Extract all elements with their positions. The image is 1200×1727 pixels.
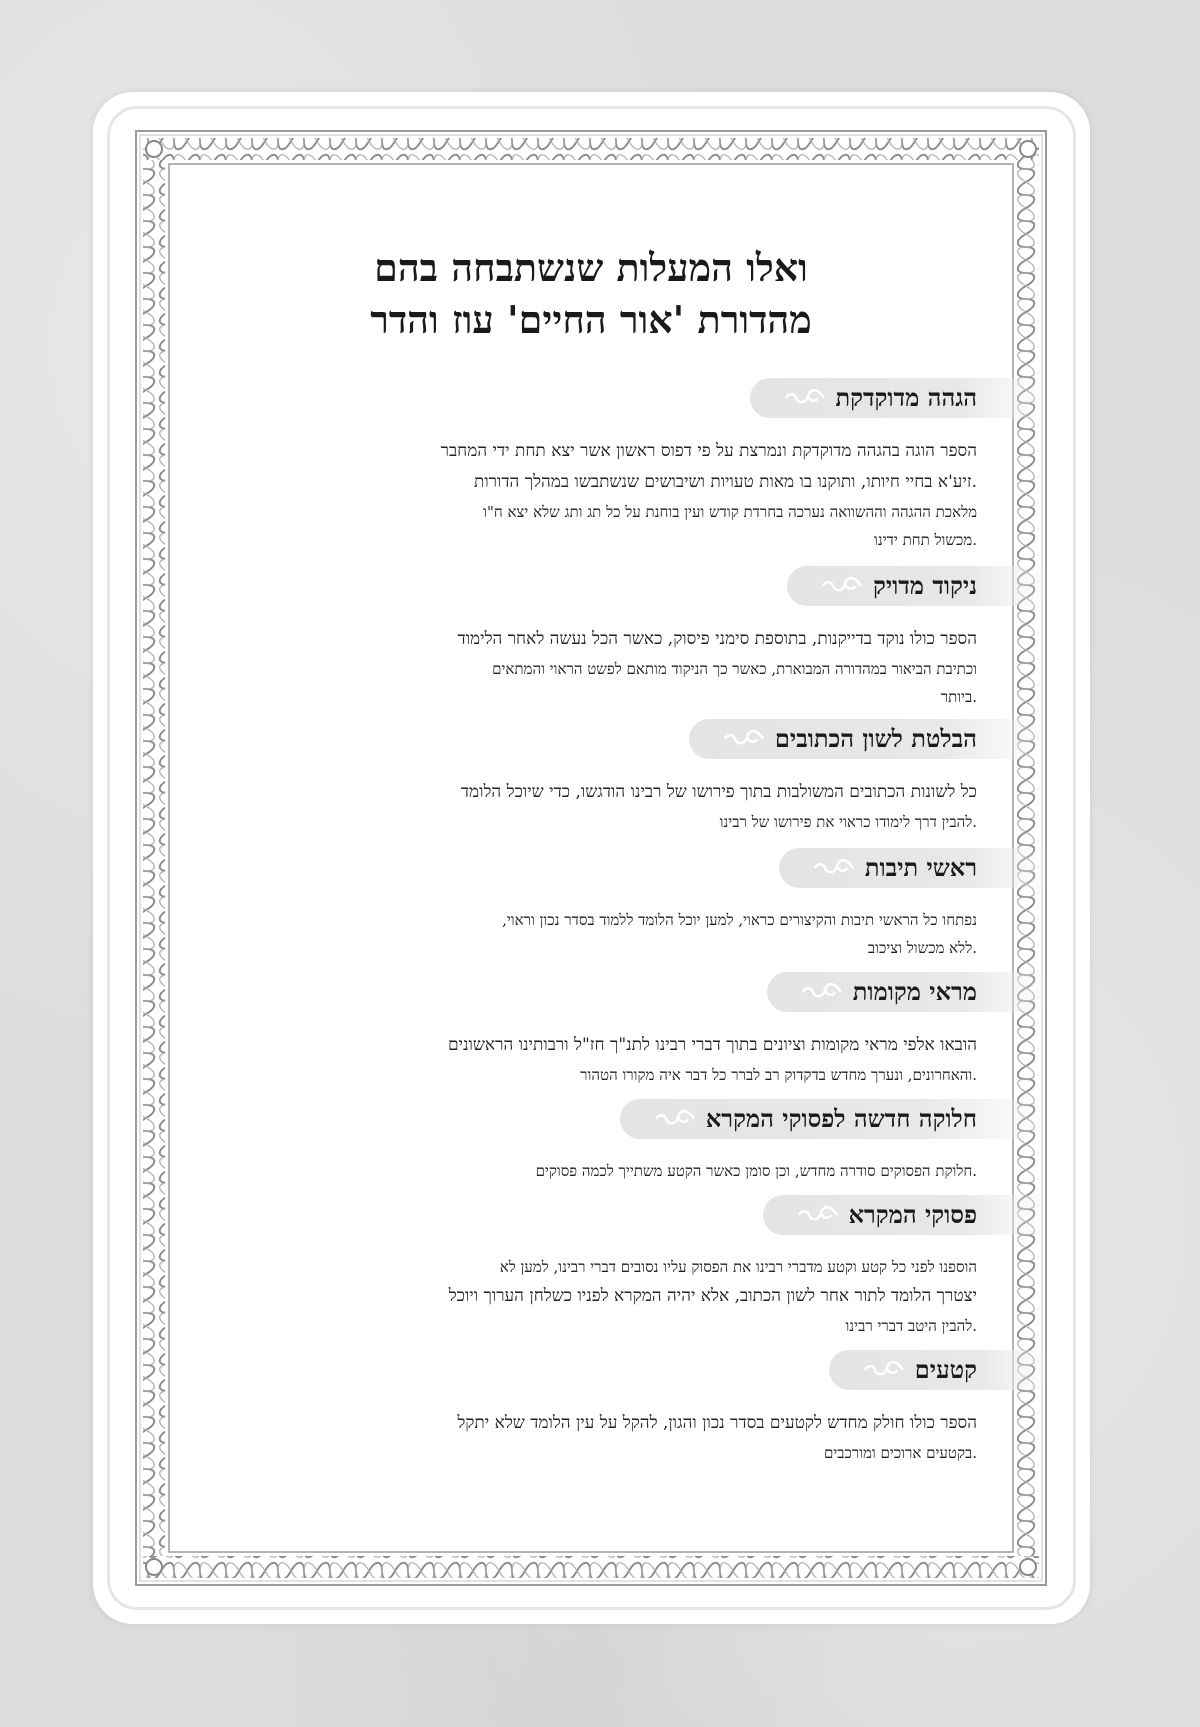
- ornament-icon: [797, 1203, 839, 1227]
- ornament-icon: [784, 386, 826, 410]
- section-verse-highlighting: [205, 719, 977, 836]
- section-text-line: וכתיבת הביאור במהדורה המבוארת, כאשר כך הניקוד מותאם לפשט הראוי והמתאים: [492, 660, 977, 678]
- section-text-line: הוספנו לפני כל קטע וקטע מדברי רבינו את הפסוק עליו נסובים דברי רבינו, למען לא: [499, 1258, 977, 1276]
- section-text-line: .ללא מכשול וציכוב: [867, 939, 977, 957]
- ornament-icon: [821, 574, 863, 598]
- section-heading: [779, 848, 1047, 888]
- section-text-line: .להבין דרך לימודו כראוי את פירושו של רבינו: [719, 813, 977, 831]
- section-heading: [689, 719, 1047, 759]
- section-text-line: נפתחו כל הראשי תיבות והקיצורים כראוי, למען יוכל הלומד ללמוד בסדר נכון וראוי,: [502, 911, 977, 929]
- section-body: [205, 1157, 977, 1185]
- section-body: [205, 906, 977, 962]
- page-card: [93, 92, 1090, 1624]
- section-heading-label: חלוקה חדשה לפסוקי המקרא: [705, 1104, 977, 1133]
- ornamental-frame: [135, 130, 1047, 1586]
- section-body: [205, 1253, 977, 1340]
- section-heading: [750, 378, 1047, 418]
- section-new-verse-division: [205, 1099, 977, 1185]
- section-heading-label: הגהה מדוקדקת: [835, 383, 977, 412]
- section-heading-label: הבלטת לשון הכתובים: [774, 724, 977, 753]
- section-heading-label: ראשי תיבות: [864, 853, 977, 882]
- section-text-line: .זיע'א בחיי חיותו, ותוקנו בו מאות טעויות ושיבושים שנשתבשו במהלך הדורות: [473, 472, 977, 492]
- section-text-line: .להבין היטב דברי רבינו: [845, 1317, 977, 1335]
- section-text-line: .והאחרונים, ונערך מחדש בדקדוק רב לברר כל דבר איה מקורו הטהור: [580, 1066, 977, 1084]
- section-heading-label: קטעים: [914, 1355, 977, 1384]
- section-heading-label: פסוקי המקרא: [848, 1200, 977, 1229]
- section-text-line: הספר הוגה בהגהה מדוקדקת ונמרצת על פי דפוס ראשון אשר יצא תחת ידי המחבר: [440, 441, 977, 461]
- ornament-icon: [654, 1107, 696, 1131]
- title-line-2: מהדורת 'אור החיים' עוז והדר: [370, 297, 812, 342]
- ornament-icon: [863, 1358, 905, 1382]
- section-text-line: .מכשול תחת ידינו: [874, 531, 977, 549]
- section-text-line: .חלוקת הפסוקים סודרה מחדש, וכן סומן כאשר הקטע משתייך לכמה פסוקים: [535, 1162, 977, 1180]
- section-proofreading: [205, 378, 977, 554]
- section-text-line: מלאכת ההגהה וההשוואה נערכה בחרדת קודש ועין בוחנת על כל תג ותג שלא יצא ח"ו: [483, 503, 977, 521]
- section-scripture-verses: [205, 1195, 977, 1340]
- section-body: [205, 777, 977, 836]
- section-text-line: הובאו אלפי מראי מקומות וציונים בתוך דברי רבינו לתנ"ך חז"ל ורבותינו הראשונים: [447, 1035, 977, 1055]
- section-text-line: כל לשונות הכתובים המשולבות בתוך פירושו של רבינו הודגשו, כדי שיוכל הלומד: [460, 782, 977, 802]
- section-text-line: .ביותר: [940, 688, 977, 706]
- ornament-icon: [813, 856, 855, 880]
- section-heading: [620, 1099, 1047, 1139]
- section-vocalization: [205, 566, 977, 711]
- section-body: [205, 436, 977, 554]
- section-passages: [205, 1350, 977, 1467]
- section-heading: [787, 566, 1047, 606]
- section-body: [205, 1408, 977, 1467]
- section-heading: [767, 972, 1047, 1012]
- page-title: [205, 242, 977, 346]
- ornament-icon: [801, 980, 843, 1004]
- section-heading: [829, 1350, 1047, 1390]
- section-references: [205, 972, 977, 1089]
- section-body: [205, 624, 977, 711]
- content-area: [205, 190, 977, 1526]
- section-text-line: הספר כולו נוקד בדייקנות, בתוספת סימני פיסוק, כאשר הכל נעשה לאחר הלימוד: [457, 629, 977, 649]
- section-acronyms: [205, 848, 977, 962]
- title-line-1: ואלו המעלות שנשתבחה בהם: [374, 245, 808, 290]
- section-text-line: יצטרך הלומד לתור אחר לשון הכתוב, אלא יהיה המקרא לפניו כשלחן הערוך ויוכל: [448, 1286, 977, 1306]
- section-text-line: הספר כולו חולק מחדש לקטעים בסדר נכון והגון, להקל על עין הלומד שלא יתקל: [457, 1413, 977, 1433]
- ornament-icon: [723, 727, 765, 751]
- section-heading: [763, 1195, 1047, 1235]
- section-heading-label: ניקוד מדויק: [872, 571, 977, 600]
- section-heading-label: מראי מקומות: [852, 977, 977, 1006]
- section-body: [205, 1030, 977, 1089]
- section-text-line: .בקטעים ארוכים ומורכבים: [823, 1444, 977, 1462]
